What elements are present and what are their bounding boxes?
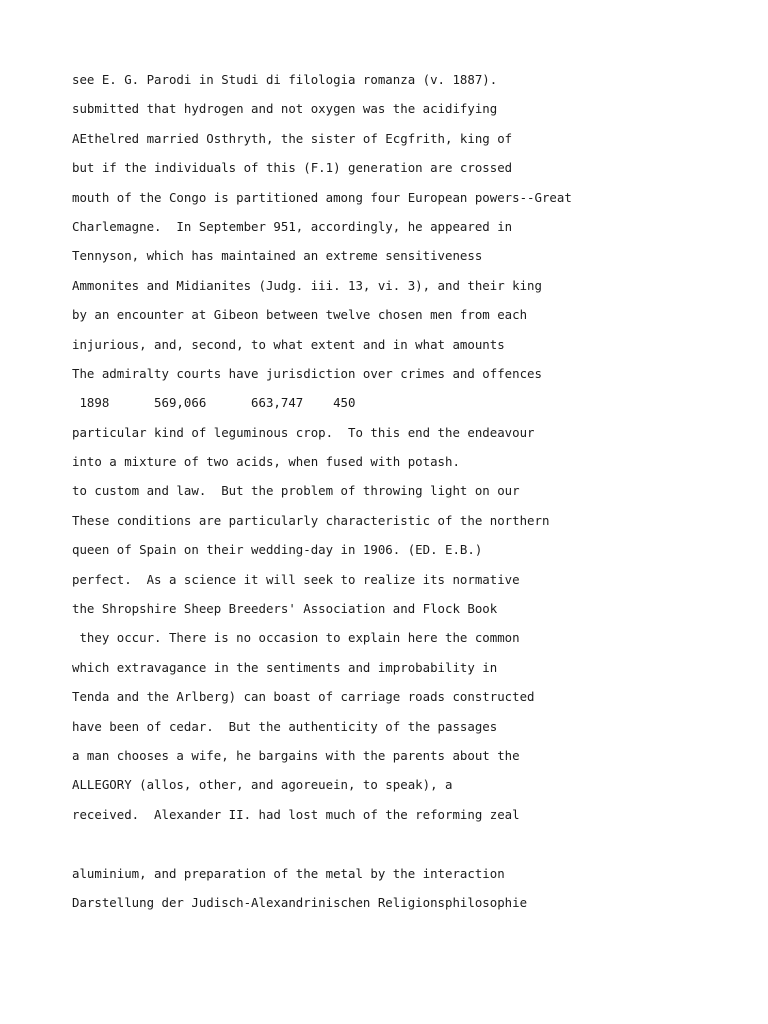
text-line: queen of Spain on their wedding-day in 1906. (ED. E.B.) bbox=[72, 542, 483, 558]
text-line: mouth of the Congo is partitioned among four European powers--Great bbox=[72, 189, 572, 205]
text-line: submitted that hydrogen and not oxygen was the acidifying bbox=[72, 101, 498, 117]
text-line: Charlemagne. In September 951, accordingly, he appeared in bbox=[72, 218, 513, 234]
text-line: to custom and law. But the problem of throwing light on our bbox=[72, 483, 520, 499]
text-line: a man chooses a wife, he bargains with the parents about the bbox=[72, 747, 520, 763]
text-line: by an encounter at Gibeon between twelve chosen men from each bbox=[72, 307, 528, 323]
text-line: Tennyson, which has maintained an extreme sensitiveness bbox=[72, 248, 483, 264]
text-line: Ammonites and Midianites (Judg. iii. 13, vi. 3), and their king bbox=[72, 277, 542, 293]
text-line: see E. G. Parodi in Studi di filologia romanza (v. 1887). bbox=[72, 72, 498, 87]
text-line: The admiralty courts have jurisdiction over crimes and offences bbox=[72, 365, 542, 381]
text-line: but if the individuals of this (F.1) generation are crossed bbox=[72, 160, 513, 176]
text-line: Darstellung der Judisch-Alexandrinischen Religionsphilosophie bbox=[72, 894, 528, 910]
text-line: have been of cedar. But the authenticity of the passages bbox=[72, 718, 498, 734]
document-body bbox=[72, 70, 752, 922]
blank-line bbox=[72, 834, 752, 863]
text-line: aluminium, and preparation of the metal by the interaction bbox=[72, 865, 505, 881]
table-row-line: 1898 569,066 663,747 450 bbox=[72, 395, 356, 411]
text-line: they occur. There is no occasion to explain here the common bbox=[72, 630, 520, 646]
text-line: perfect. As a science it will seek to realize its normative bbox=[72, 571, 520, 587]
text-line: particular kind of leguminous crop. To this end the endeavour bbox=[72, 424, 535, 440]
text-line: into a mixture of two acids, when fused with potash. bbox=[72, 454, 460, 470]
text-line: the Shropshire Sheep Breeders' Association and Flock Book bbox=[72, 601, 498, 617]
text-line: received. Alexander II. had lost much of the reforming zeal bbox=[72, 806, 520, 822]
text-line: which extravagance in the sentiments and improbability in bbox=[72, 659, 498, 675]
text-line: These conditions are particularly characteristic of the northern bbox=[72, 512, 550, 528]
text-line: AEthelred married Osthryth, the sister of Ecgfrith, king of bbox=[72, 130, 513, 146]
text-line: ALLEGORY (allos, other, and agoreuein, to speak), a bbox=[72, 777, 453, 793]
text-line: Tenda and the Arlberg) can boast of carriage roads constructed bbox=[72, 689, 535, 705]
text-line: injurious, and, second, to what extent and in what amounts bbox=[72, 336, 505, 352]
